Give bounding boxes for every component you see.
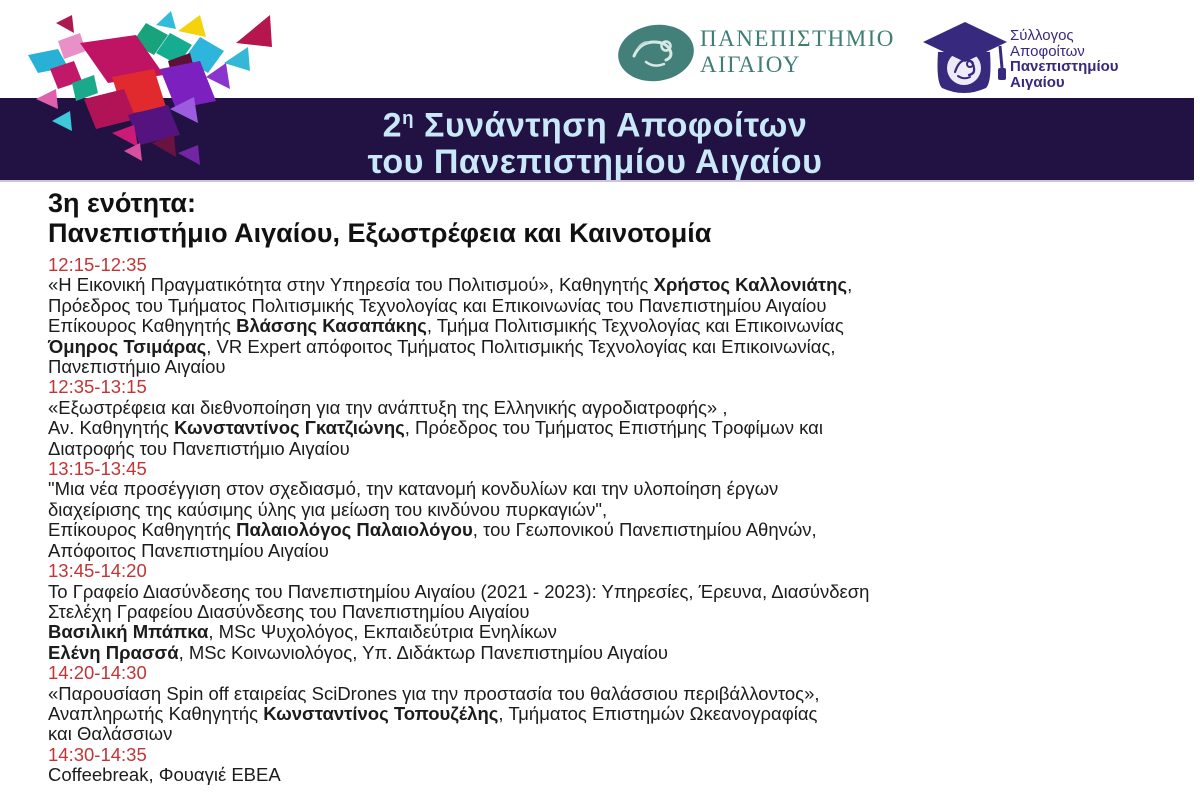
session-line: Το Γραφείο Διασύνδεσης του Πανεπιστημίου Αιγαίου (2021 - 2023): Υπηρεσίες, Έρευνα, Διασύνδεση: [48, 580, 870, 602]
session-block-4: [48, 561, 1188, 663]
session-line: «Η Εικονική Πραγματικότητα στην Υπηρεσία του Πολιτισμού», Καθηγητής Χρήστος Καλλονιάτης,: [48, 274, 853, 296]
program-content: [48, 188, 1188, 786]
alumni-name-line4: Αιγαίου: [1010, 73, 1065, 91]
alumni-name: [1010, 28, 1119, 90]
university-seal-icon: [616, 22, 696, 89]
session-line: Στελέχη Γραφείου Διασύνδεσης του Πανεπιστημίου Αιγαίου: [48, 600, 530, 622]
session-time: 14:20-14:30: [48, 662, 147, 684]
session-lines: [48, 765, 1188, 785]
triangles-logo-icon: [28, 3, 293, 186]
session-block-5: [48, 663, 1188, 745]
session-line: «Εξωστρέφεια και διεθνοποίηση για την ανάπτυξη της Ελληνικής αγροδιατροφής» ,: [48, 396, 728, 418]
university-name-line2: ΑΙΓΑΙΟΥ: [700, 52, 801, 77]
session-line: Επίκουρος Καθηγητής Βλάσσης Κασαπάκης, Τμήμα Πολιτισμικής Τεχνολογίας και Επικοινωνίας: [48, 315, 844, 337]
session-time: 12:35-13:15: [48, 376, 147, 398]
session-line: Επίκουρος Καθηγητής Παλαιολόγος Παλαιολόγου, του Γεωπονικού Πανεπιστημίου Αθηνών,: [48, 519, 817, 541]
session-lines: [48, 479, 1188, 561]
session-line: Όμηρος Τσιμάρας, VR Expert απόφοιτος Τμήματος Πολιτισμικής Τεχνολογίας και Επικοινωνίας,: [48, 335, 836, 357]
alumni-name-line2: Αποφοίτων: [1010, 42, 1085, 60]
session-lines: [48, 582, 1188, 664]
session-line: διαχείρισης της καύσιμης ύλης για μείωση του κινδύνου πυρκαγιών",: [48, 498, 608, 520]
university-name: [700, 26, 895, 78]
section-title-line1: 3η ενότητα:: [48, 188, 197, 218]
section-title: [48, 188, 1188, 248]
session-line: Αναπληρωτής Καθηγητής Κωνσταντίνος Τοπουζέλης, Τμήματος Επιστημών Ωκεανογραφίας: [48, 702, 818, 724]
session-block-6: [48, 745, 1188, 786]
session-line: Αν. Καθηγητής Κωνσταντίνος Γκατζιώνης, Πρόεδρος του Τμήματος Επιστήμης Τροφίμων και: [48, 417, 823, 439]
session-line: Πρόεδρος του Τμήματος Πολιτισμικής Τεχνολογίας και Επικοινωνίας του Πανεπιστημίου Αιγαίου: [48, 294, 827, 316]
session-line: Διατροφής του Πανεπιστήμιο Αιγαίου: [48, 437, 350, 459]
alumni-name-line1: Σύλλογος: [1010, 27, 1074, 44]
section-title-line2: Πανεπιστήμιο Αιγαίου, Εξωστρέφεια και Καινοτομία: [48, 218, 712, 248]
session-line: Πανεπιστήμιο Αιγαίου: [48, 356, 226, 378]
session-line: Απόφοιτος Πανεπιστημίου Αιγαίου: [48, 539, 329, 561]
session-time: 12:15-12:35: [48, 254, 147, 275]
alumni-name-line3: Πανεπιστημίου: [1010, 58, 1119, 75]
event-title-line1: $2^\eta$ Συνάντηση Αποφοίτων: [382, 106, 808, 145]
session-line: Ελένη Πρασσά, MSc Κοινωνιολόγος, Υπ. Διδάκτωρ Πανεπιστημίου Αιγαίου: [48, 641, 669, 663]
session-time: 13:15-13:45: [48, 458, 147, 480]
session-line: Βασιλική Μπάπκα, MSc Ψυχολόγος, Εκπαιδεύτρια Ενηλίκων: [48, 621, 557, 643]
session-lines: [48, 275, 1188, 377]
session-line: Coffeebreak, Φουαγιέ ΕΒΕΑ: [48, 764, 281, 786]
university-name-line1: ΠΑΝΕΠΙΣΤΗΜΙΟ: [700, 26, 895, 51]
session-block-2: [48, 377, 1188, 459]
session-block-3: [48, 459, 1188, 561]
session-line: «Παρουσίαση Spin off εταιρείας SciDrones για την προστασία του θαλάσσιου περιβάλλοντος»,: [48, 682, 820, 704]
alumni-cap-icon: [922, 20, 1008, 101]
session-line: "Μια νέα προσέγγιση στον σχεδιασμό, την κατανομή κονδυλίων και την υλοποίηση έργων: [48, 478, 779, 500]
session-block-1: [48, 255, 1188, 377]
session-time: 14:30-14:35: [48, 743, 147, 765]
event-title-line2: του Πανεπιστημίου Αιγαίου: [367, 143, 823, 182]
session-line: και Θαλάσσιων: [48, 723, 173, 745]
session-lines: [48, 684, 1188, 745]
session-lines: [48, 398, 1188, 459]
session-time: 13:45-14:20: [48, 560, 147, 582]
